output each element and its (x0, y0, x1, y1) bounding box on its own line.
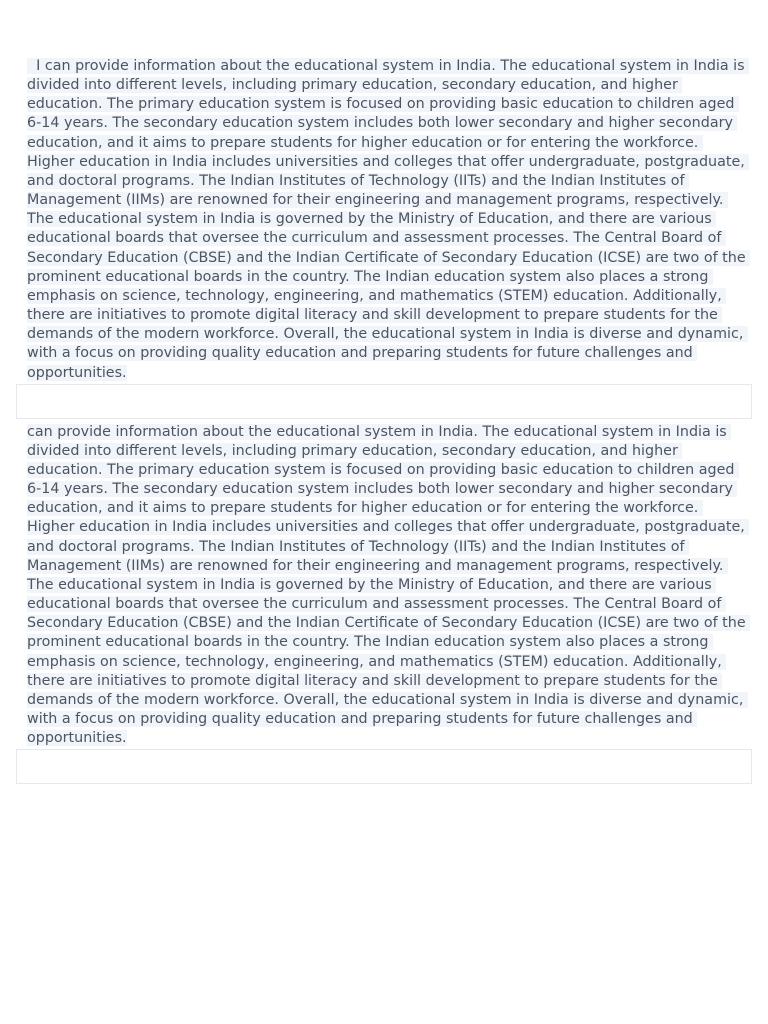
message-input-box[interactable] (16, 749, 752, 784)
message-input-box[interactable] (16, 384, 752, 419)
message-text (27, 57, 749, 383)
chat-thread (16, 57, 752, 788)
message-block-2 (16, 423, 752, 785)
message-block-1 (16, 57, 752, 419)
message-text-content: can provide information about the educational system in India. The educational system in India is divided into different levels, including primary education, secondary education, and higher education. The primary education system is focused on providing basic education to children aged 6-14 years. The secondary education system includes both lower secondary and higher secondary education, and it aims to prepare students for higher education or for entering the workforce. Higher education in India includes universities and colleges that offer undergraduate, postgraduate, and doctoral programs. The Indian Institutes of Technology (IITs) and the Indian Institutes of Management (IIMs) are renowned for their engineering and management programs, respectively. The educational system in India is governed by the Ministry of Education, and there are various educational boards that oversee the curriculum and assessment processes. The Central Board of Secondary Education (CBSE) and the Indian Certificate of Secondary Education (ICSE) are two of the prominent educational boards in the country. The Indian education system also places a strong emphasis on science, technology, engineering, and mathematics (STEM) education. Additionally, there are initiatives to promote digital literacy and skill development to prepare students for the demands of the modern workforce. Overall, the educational system in India is diverse and dynamic, with a focus on providing quality education and preparing students for future challenges and opportunities. (27, 423, 751, 747)
message-text (27, 423, 749, 749)
message-text-content: I can provide information about the educational system in India. The educational system in India is divided into different levels, including primary education, secondary education, and higher education. The primary education system is focused on providing basic education to children aged 6-14 years. The secondary education system includes both lower secondary and higher secondary education, and it aims to prepare students for higher education or for entering the workforce. Higher education in India includes universities and colleges that offer undergraduate, postgraduate, and doctoral programs. The Indian Institutes of Technology (IITs) and the Indian Institutes of Management (IIMs) are renowned for their engineering and management programs, respectively. The educational system in India is governed by the Ministry of Education, and there are various educational boards that oversee the curriculum and assessment processes. The Central Board of Secondary Education (CBSE) and the Indian Certificate of Secondary Education (ICSE) are two of the prominent educational boards in the country. The Indian education system also places a strong emphasis on science, technology, engineering, and mathematics (STEM) education. Additionally, there are initiatives to promote digital literacy and skill development to prepare students for the demands of the modern workforce. Overall, the educational system in India is diverse and dynamic, with a focus on providing quality education and preparing students for future challenges and opportunities. (27, 58, 751, 381)
